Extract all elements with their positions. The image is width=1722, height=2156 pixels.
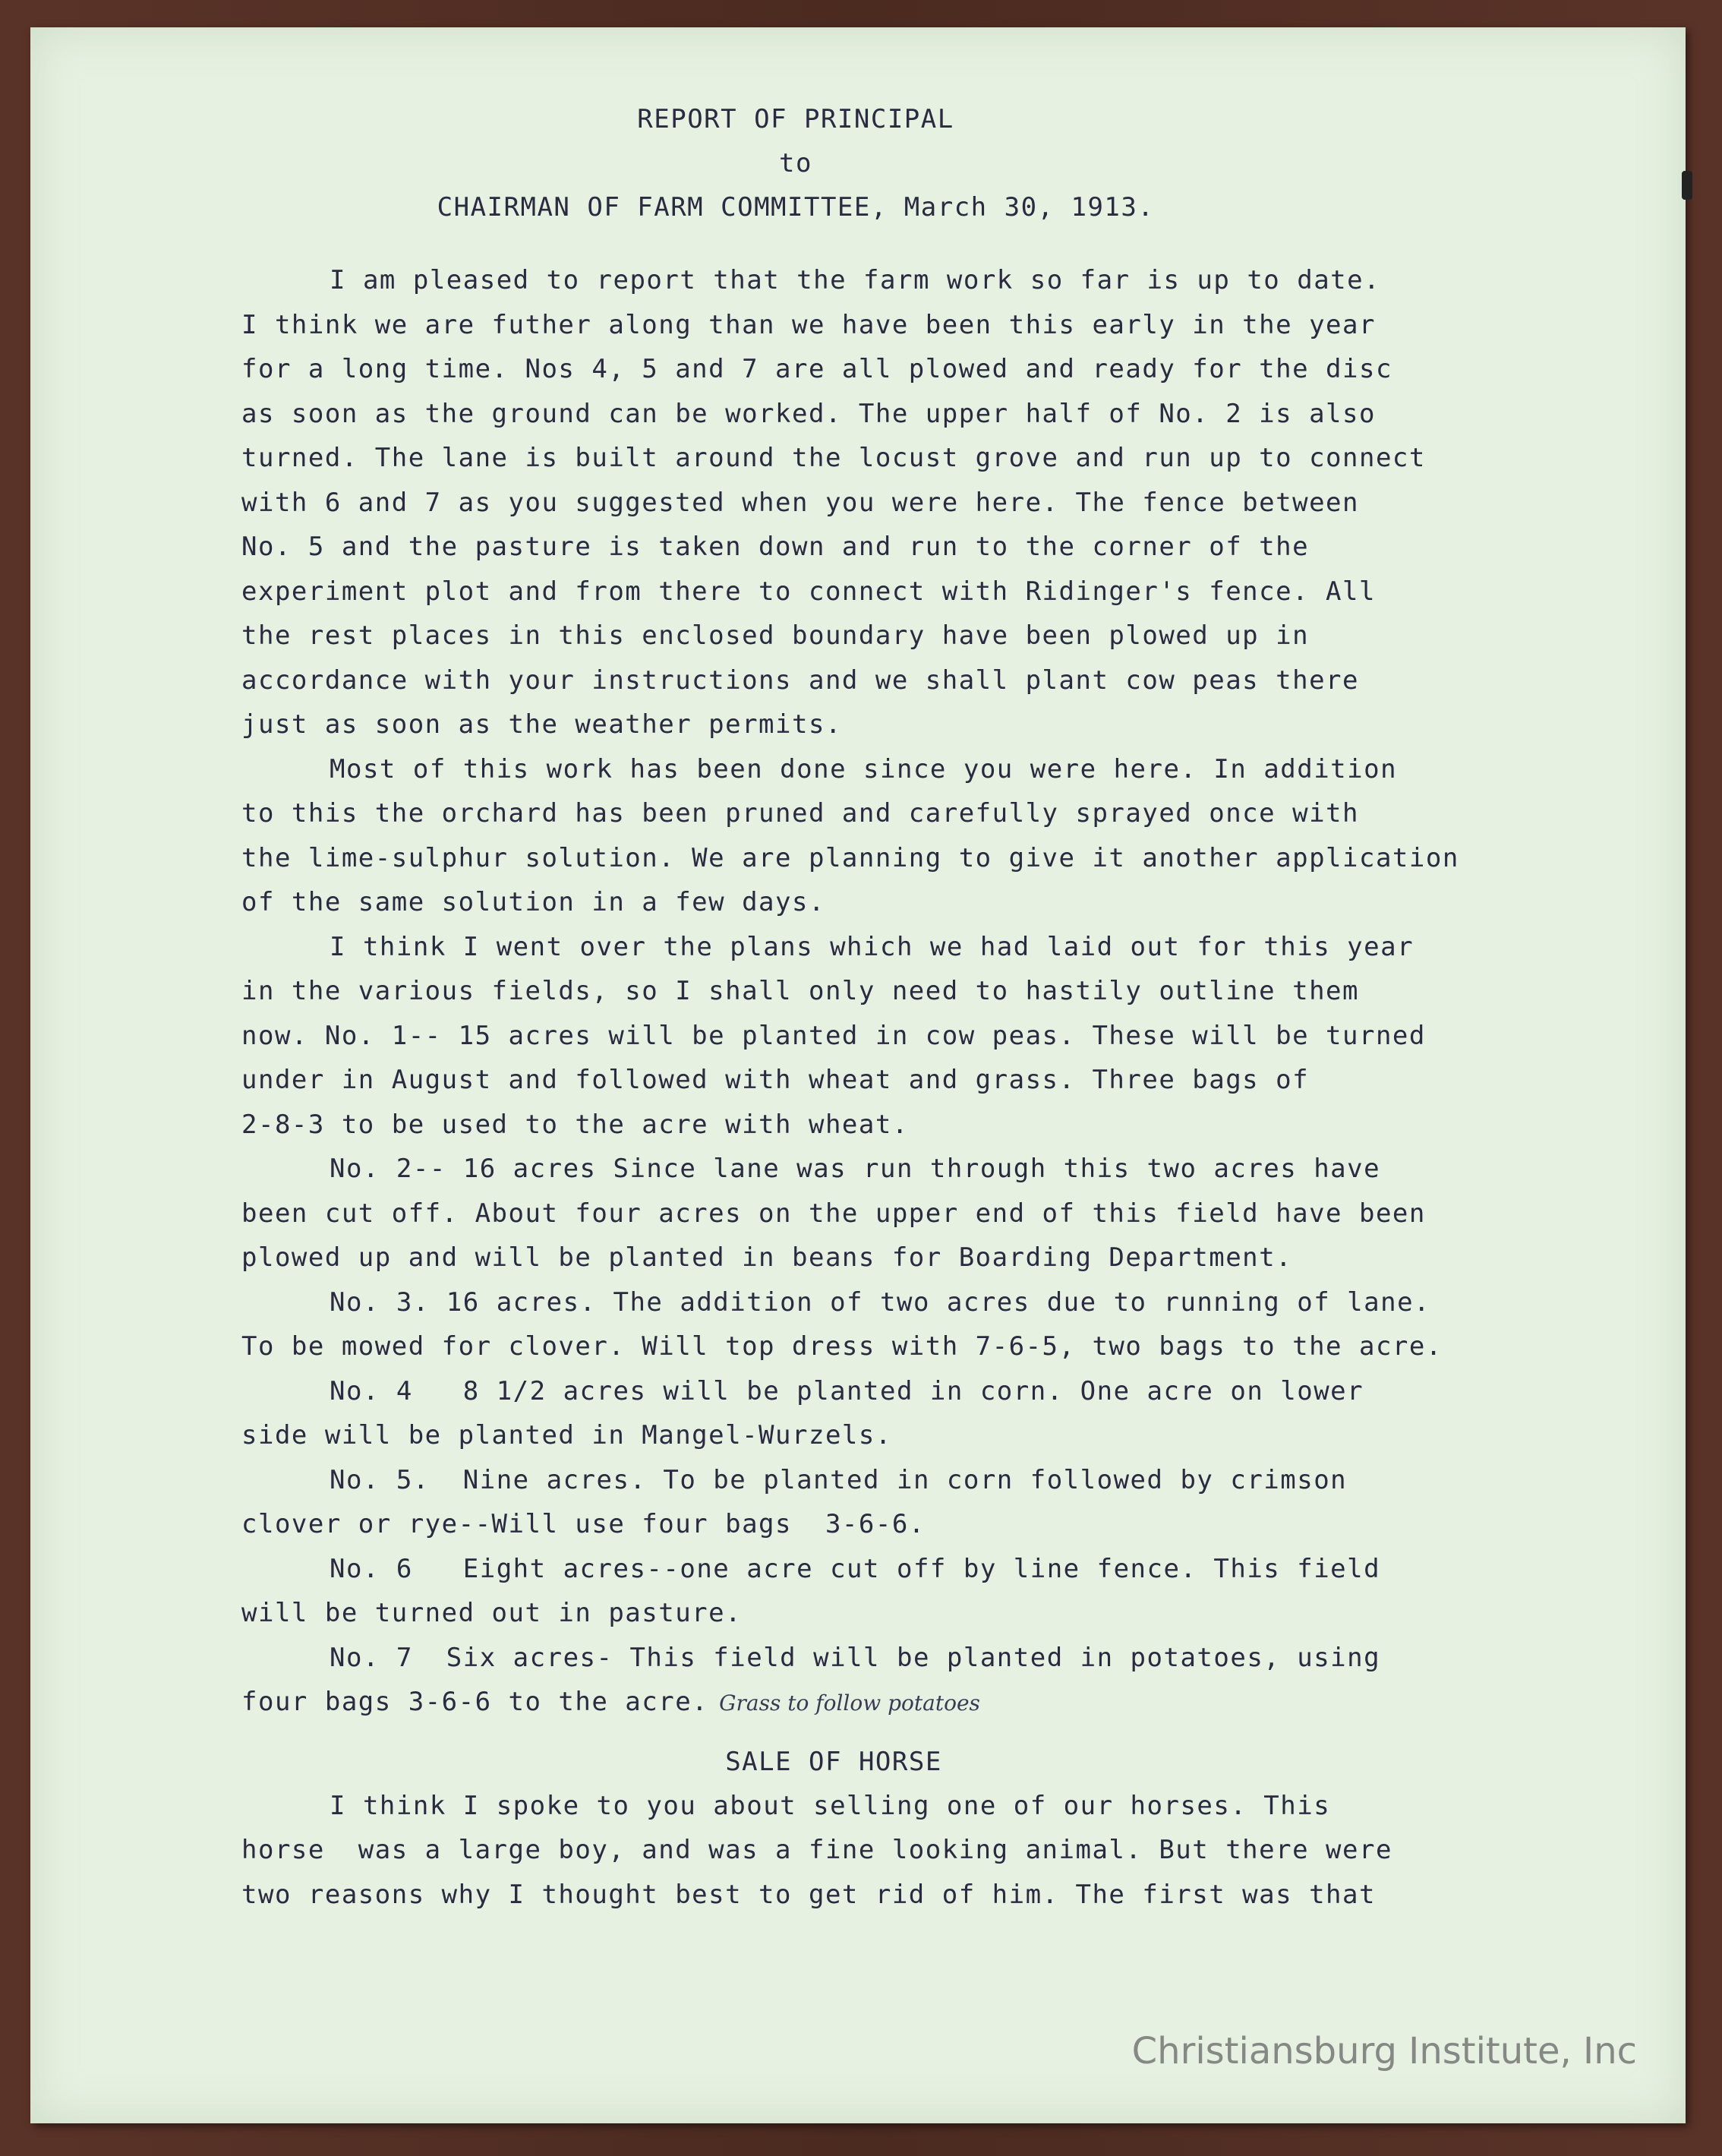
heading-addressee-date: CHAIRMAN OF FARM COMMITTEE, March 30, 1913.	[437, 192, 1155, 223]
text-line: No. 6 Eight acres--one acre cut off by line fence. This field	[330, 1553, 1381, 1584]
text-line: I think I went over the plans which we had laid out for this year	[330, 931, 1414, 962]
text-line: two reasons why I thought best to get rid of him. The first was that	[241, 1879, 1376, 1910]
text-line: been cut off. About four acres on the upper end of this field have been	[241, 1198, 1426, 1229]
text-line: now. No. 1-- 15 acres will be planted in cow peas. These will be turned	[241, 1020, 1426, 1051]
handwritten-note: Grass to follow potatoes	[719, 1690, 980, 1716]
text-line: accordance with your instructions and we shall plant cow peas there	[241, 664, 1359, 696]
text-line: No. 5. Nine acres. To be planted in corn followed by crimson	[330, 1464, 1348, 1495]
section-heading: SALE OF HORSE	[725, 1746, 942, 1777]
watermark-text: Christiansburg Institute, Inc	[1131, 2030, 1637, 2072]
text-line-with-note	[241, 1680, 1608, 1726]
text-line: No. 2-- 16 acres Since lane was run through this two acres have	[330, 1154, 1381, 1184]
heading-title: REPORT OF PRINCIPAL	[637, 104, 954, 134]
text-line: with 6 and 7 as you suggested when you were here. The fence between	[241, 487, 1359, 518]
document-body	[241, 97, 1608, 1917]
text-line: 2-8-3 to be used to the acre with wheat.	[241, 1109, 909, 1140]
text-line: side will be planted in Mangel-Wurzels.	[241, 1420, 892, 1450]
text-line: the lime-sulphur solution. We are planning to give it another application	[241, 842, 1459, 873]
text-line: four bags 3-6-6 to the acre.	[241, 1687, 709, 1717]
text-line: I think I spoke to you about selling one of our horses. This	[330, 1790, 1331, 1821]
text-line: I think we are futher along than we have been this early in the year	[241, 309, 1376, 340]
text-line: I am pleased to report that the farm work so far is up to date.	[330, 265, 1381, 295]
text-line: in the various fields, so I shall only need to hastily outline them	[241, 976, 1359, 1006]
text-line: No. 7 Six acres- This field will be planted in potatoes, using	[330, 1642, 1381, 1673]
text-line: of the same solution in a few days.	[241, 887, 825, 917]
text-line: No. 3. 16 acres. The addition of two acres due to running of lane.	[330, 1286, 1431, 1318]
text-line: the rest places in this enclosed boundary have been plowed up in	[241, 620, 1310, 651]
text-line: for a long time. Nos 4, 5 and 7 are all plowed and ready for the disc	[241, 354, 1392, 384]
text-line: horse was a large boy, and was a fine looking animal. But there were	[241, 1835, 1392, 1865]
text-line: No. 4 8 1/2 acres will be planted in corn. One acre on lower	[330, 1375, 1364, 1406]
staple-mark	[1682, 171, 1692, 200]
text-line: just as soon as the weather permits.	[241, 709, 842, 740]
text-line: To be mowed for clover. Will top dress with 7-6-5, two bags to the acre.	[241, 1331, 1443, 1362]
text-line: will be turned out in pasture.	[241, 1598, 743, 1628]
report-heading	[241, 97, 1608, 229]
text-line: plowed up and will be planted in beans for Boarding Department.	[241, 1242, 1293, 1273]
text-line: Most of this work has been done since you were here. In addition	[330, 753, 1398, 784]
text-line: clover or rye--Will use four bags 3-6-6.	[241, 1509, 926, 1539]
text-line: turned. The lane is built around the locust grove and run up to connect	[241, 443, 1426, 473]
text-line: as soon as the ground can be worked. The upper half of No. 2 is also	[241, 398, 1376, 429]
text-line: experiment plot and from there to connect with Ridinger's fence. All	[241, 576, 1376, 607]
heading-to: to	[779, 148, 812, 178]
text-line: No. 5 and the pasture is taken down and run to the corner of the	[241, 532, 1310, 562]
text-line: under in August and followed with wheat and grass. Three bags of	[241, 1065, 1310, 1095]
text-line: to this the orchard has been pruned and carefully sprayed once with	[241, 798, 1359, 829]
